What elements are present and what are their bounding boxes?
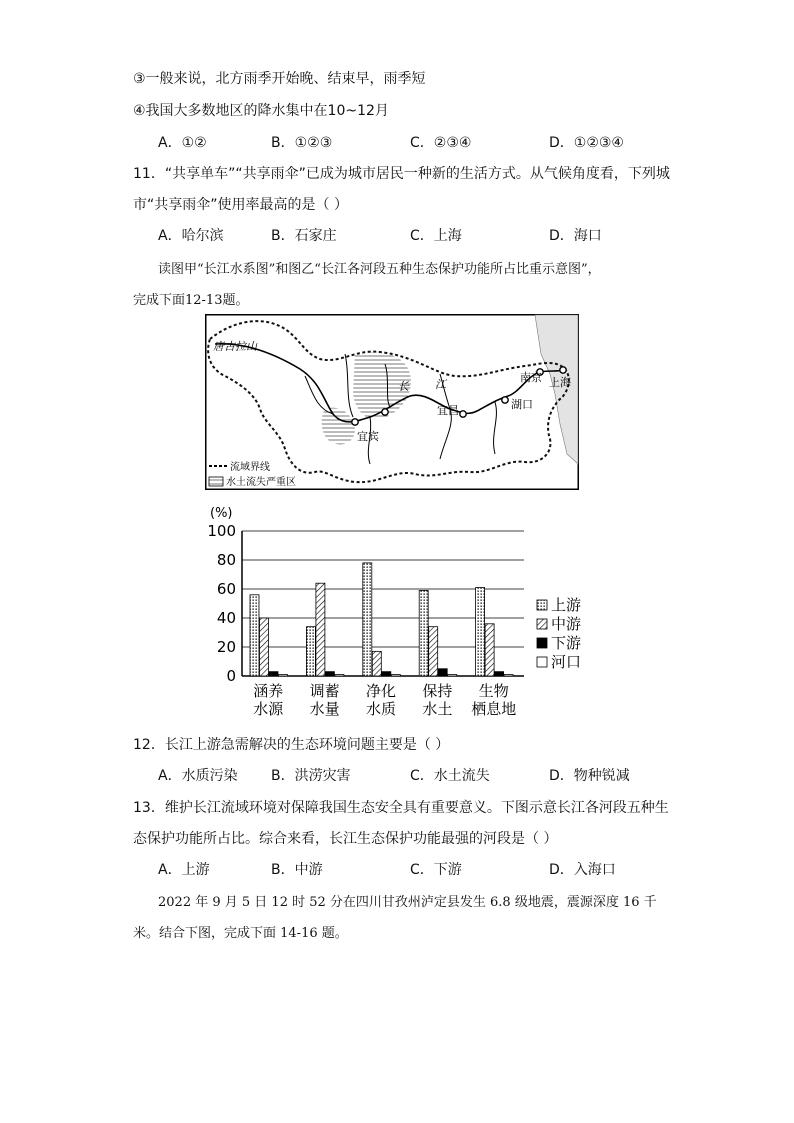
yangtze-river-map <box>205 314 579 490</box>
city-label-yibin: 宜宾 <box>357 430 379 443</box>
bar-中游-1 <box>316 583 325 676</box>
chart-legend <box>537 596 581 671</box>
legend-swatch-河口 <box>537 657 547 667</box>
q13-stem-line2: 态保护功能所占比。综合来看，长江生态保护功能最强的河段是（ ） <box>133 831 558 847</box>
bar-下游-1 <box>325 672 334 676</box>
legend-erosion-swatch <box>209 477 223 486</box>
city-label-nanjing: 南京 <box>520 371 542 384</box>
q12-option-d: D．物种锐减 <box>549 768 630 784</box>
intro12-line1: 读图甲“长江水系图”和图乙“长江各河段五种生态保护功能所占比重示意图”， <box>158 262 601 277</box>
legend-boundary-label: 流域界线 <box>230 462 270 473</box>
x-category-label: 水土 <box>422 700 453 718</box>
y-tick-label: 0 <box>226 667 236 685</box>
function-share-chart <box>204 500 624 722</box>
x-category-label: 净化 <box>365 682 397 700</box>
bar-河口-1 <box>335 675 344 676</box>
bar-中游-3 <box>429 627 438 676</box>
y-tick-label: 100 <box>207 522 236 540</box>
chart-bars <box>250 563 513 676</box>
q11-option-d: D．海口 <box>549 228 602 244</box>
q11-option-c: C．上海 <box>410 228 462 244</box>
intro14-line1: 2022 年 9 月 5 日 12 时 52 分在四川甘孜州泸定县发生 6.8 级地震，震源深度 16 千 <box>158 895 657 910</box>
bar-上游-0 <box>250 595 259 676</box>
y-tick-label: 60 <box>216 580 236 598</box>
y-tick-label: 20 <box>216 638 236 656</box>
q11-stem-line1: 11．“共享单车”“共享雨伞”已成为城市居民一种新的生活方式。从气候角度看，下列城 <box>133 166 670 182</box>
bar-河口-3 <box>448 675 457 676</box>
y-axis-unit-label: (%) <box>210 506 233 521</box>
legend-swatch-下游 <box>537 638 547 648</box>
q11-option-a: A．哈尔滨 <box>158 228 224 244</box>
river-label-chang: 长 <box>398 380 409 393</box>
q10-item4: ④我国大多数地区的降水集中在10~12月 <box>133 103 389 119</box>
x-category-label: 涵养 <box>253 682 284 700</box>
city-marker-yibin <box>352 419 358 425</box>
river-label-jiang: 江 <box>435 378 446 391</box>
legend-label: 中游 <box>551 615 582 633</box>
bar-上游-2 <box>363 563 372 676</box>
legend-erosion-label: 水土流失严重区 <box>226 477 296 488</box>
bar-中游-0 <box>260 618 269 676</box>
y-tick-label: 80 <box>216 551 236 569</box>
bar-上游-1 <box>306 627 315 676</box>
city-label-hukou: 湖口 <box>511 398 533 411</box>
bar-河口-2 <box>391 675 400 676</box>
x-category-label: 水质 <box>365 700 397 718</box>
city-marker-yichang <box>460 411 466 417</box>
q13-option-d: D．入海口 <box>549 862 616 878</box>
q10-item3: ③一般来说，北方雨季开始晚、结束早，雨季短 <box>133 71 426 87</box>
bar-下游-3 <box>438 669 447 676</box>
legend-label: 河口 <box>551 653 582 671</box>
q11-option-b: B．石家庄 <box>271 228 337 244</box>
bar-河口-0 <box>279 675 288 676</box>
legend-label: 上游 <box>551 596 582 614</box>
q13-option-c: C．下游 <box>410 862 462 878</box>
q13-option-b: B．中游 <box>271 862 323 878</box>
city-marker-2 <box>382 409 388 415</box>
city-label-shanghai: 上海 <box>549 376 571 389</box>
y-tick-label: 40 <box>216 609 236 627</box>
bar-下游-4 <box>495 672 504 676</box>
city-marker-shanghai <box>560 367 566 373</box>
bar-中游-2 <box>372 651 381 676</box>
q10-option-c: C．②③④ <box>410 135 472 151</box>
q12-option-c: C．水土流失 <box>410 768 490 784</box>
q13-stem-line1: 13．维护长江流域环境对保障我国生态安全具有重要意义。下图示意长江各河段五种生 <box>133 800 669 816</box>
city-marker-hukou <box>502 397 508 403</box>
legend-swatch-上游 <box>537 600 547 610</box>
city-label-yichang: 宜昌 <box>437 404 459 417</box>
x-category-label: 保持 <box>422 682 453 700</box>
q12-stem: 12．长江上游急需解决的生态环境问题主要是（ ） <box>133 737 450 753</box>
q10-option-a: A．①② <box>158 135 207 151</box>
x-category-label: 水源 <box>253 700 284 718</box>
q10-option-b: B．①②③ <box>271 135 333 151</box>
bar-河口-4 <box>504 675 513 676</box>
q11-stem-line2: 市“共享雨伞”使用率最高的是（ ） <box>133 197 348 213</box>
q12-option-b: B．洪涝灾害 <box>271 768 351 784</box>
mountain-label: 唐古拉山 <box>213 340 257 353</box>
x-category-label: 调蓄 <box>309 682 340 700</box>
q12-option-a: A．水质污染 <box>158 768 238 784</box>
bar-下游-0 <box>269 672 278 676</box>
legend-swatch-中游 <box>537 619 547 629</box>
legend-label: 下游 <box>551 634 582 652</box>
intro14-line2: 米。结合下图，完成下面 14-16 题。 <box>133 926 348 941</box>
intro12-line2: 完成下面12-13题。 <box>133 293 249 308</box>
bar-上游-4 <box>476 588 485 676</box>
bar-下游-2 <box>382 672 391 676</box>
q10-option-d: D．①②③④ <box>549 135 624 151</box>
q13-option-a: A．上游 <box>158 862 210 878</box>
bar-上游-3 <box>419 590 428 676</box>
bar-中游-4 <box>485 624 494 676</box>
x-category-label: 生物 <box>478 682 509 700</box>
x-category-label: 栖息地 <box>471 700 517 718</box>
x-category-label: 水量 <box>309 700 340 718</box>
